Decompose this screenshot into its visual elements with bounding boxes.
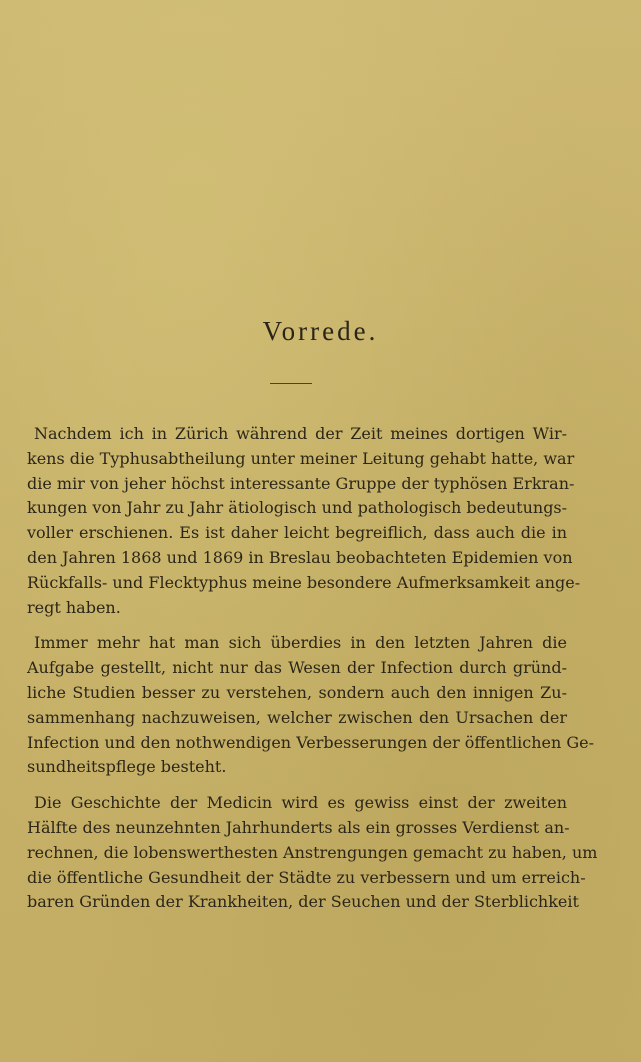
text-line: regt haben.: [27, 597, 121, 617]
text-line: sundheitspflege besteht.: [27, 757, 227, 777]
text-line: rechnen, die lobenswerthesten Anstrengungen gemacht zu haben, um: [27, 842, 598, 862]
text-line: Nachdem ich in Zürich während der Zeit meines dortigen Wir-: [34, 424, 567, 443]
text-line: liche Studien besser zu verstehen, sondern auch den innigen Zu-: [27, 682, 567, 702]
paragraph-2: [27, 631, 595, 780]
body-text: [27, 422, 598, 915]
text-line: Aufgabe gestellt, nicht nur das Wesen der Infection durch gründ-: [27, 658, 567, 678]
text-line: Die Geschichte der Medicin wird es gewiss einst der zweiten: [34, 793, 567, 813]
text-line: Hälfte des neunzehnten Jahrhunderts als ein grosses Verdienst an-: [27, 817, 570, 837]
page-title: Vorrede.: [262, 316, 379, 346]
text-line: kens die Typhusabtheilung unter meiner Leitung gehabt hatte, war: [27, 448, 575, 468]
text-line: die öffentliche Gesundheit der Städte zu verbessern und um erreich-: [27, 867, 586, 887]
text-line: die mir von jeher höchst interessante Gruppe der typhösen Erkran-: [27, 473, 575, 493]
text-line: Immer mehr hat man sich überdies in den letzten Jahren die: [34, 633, 567, 653]
text-line: baren Gründen der Krankheiten, der Seuchen und der Sterblichkeit: [27, 892, 579, 912]
paragraph-1: [27, 422, 581, 620]
text-line: voller erschienen. Es ist daher leicht begreiflich, dass auch die in: [27, 523, 567, 543]
paragraph-3: [27, 791, 598, 915]
text-line: sammenhang nachzuweisen, welcher zwischen den Ursachen der: [27, 707, 567, 727]
text-line: kungen von Jahr zu Jahr ätiologisch und pathologisch bedeutungs-: [27, 498, 568, 518]
title-divider: [270, 383, 312, 384]
text-line: den Jahren 1868 und 1869 in Breslau beobachteten Epidemien von: [27, 547, 573, 567]
text-line: Rückfalls- und Flecktyphus meine besondere Aufmerksamkeit ange-: [27, 572, 581, 592]
text-line: Infection und den nothwendigen Verbesserungen der öffentlichen Ge-: [27, 732, 595, 752]
